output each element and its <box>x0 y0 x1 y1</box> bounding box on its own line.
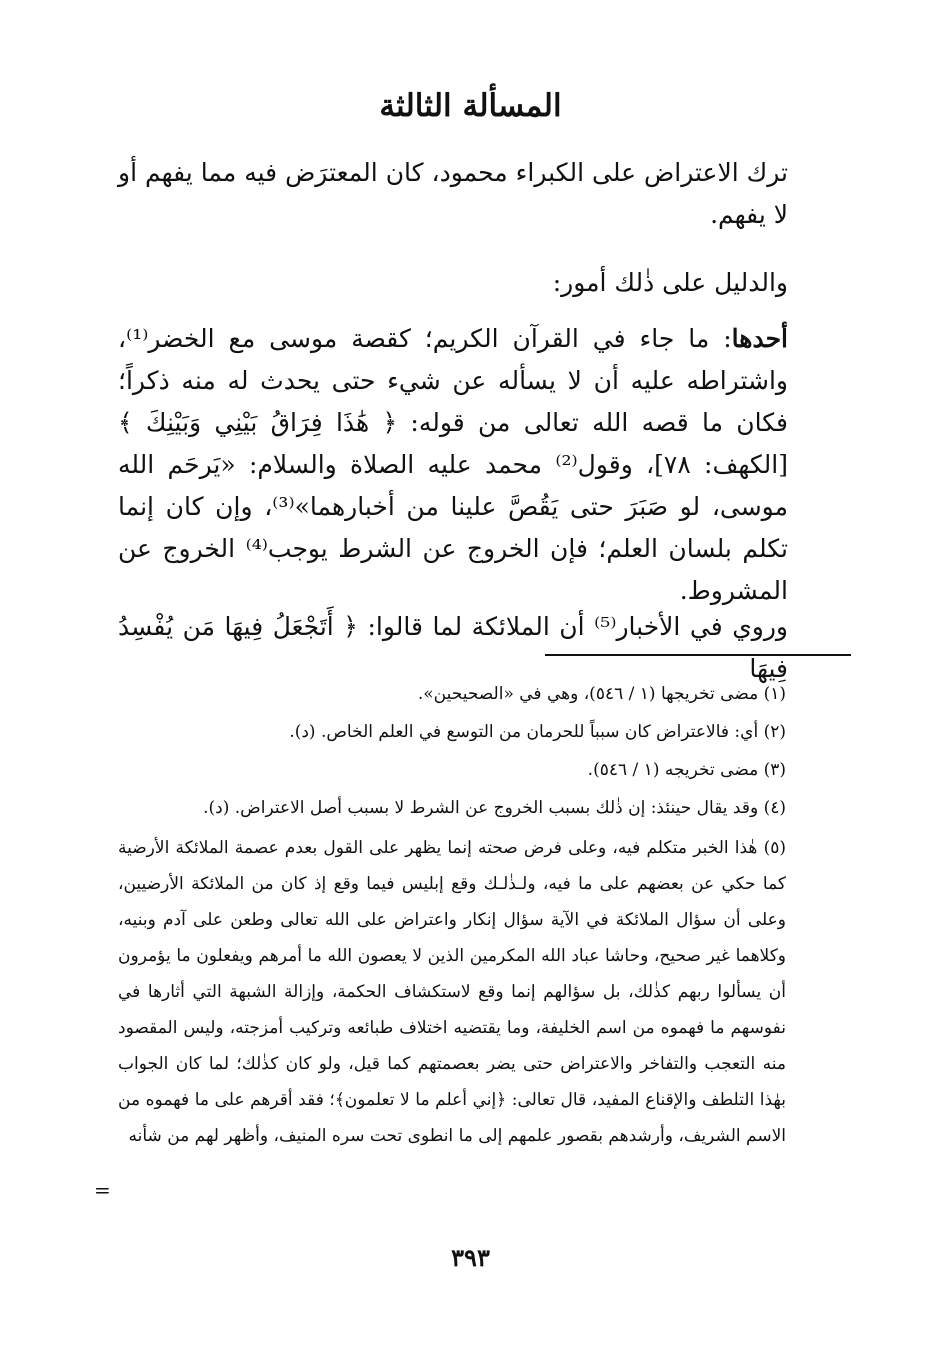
paragraph-intro: ترك الاعتراض على الكبراء محمود، كان المعترَض فيه مما يفهم أو لا يفهم. <box>118 158 788 229</box>
page-number: ٣٩٣ <box>451 1243 490 1272</box>
footnote-3: (٣) مضى تخريجه (١ / ٥٤٦). <box>587 760 786 780</box>
paragraph-angels-narration: وروي في الأخبار⁽⁵⁾ أن الملائكة لما قالوا: ﴿ أَتَجْعَلُ فِيهَا مَن يُفْسِدُ فِيهَا <box>118 612 789 683</box>
paragraph-evidence-intro: والدليل على ذٰلك أمور: <box>552 268 788 297</box>
footnote-5: (٥) هٰذا الخبر متكلم فيه، وعلى فرض صحته إنما يظهر على القول بعدم عصمة الملائكة الأرضية كما حكي عن بعضهم على ما فيه، ولـذٰلـك وقع إبليس فيما وقع إذ كان من الملائكة الأرضيين، وعلى أن سؤال الملائكة في الآية سؤال إنكار واعتراض على الله تعالى وطعن على آدم وبنيه، وكلاهما غير صحيح، وحاشا عباد الله المكرمين الذين لا يعصون الله ما أمرهم ويفعلون ما يؤمرون أن يسألوا ربهم كذٰلك، بل سؤالهم إنما وقع لاستكشاف الحكمة، وإزالة الشبهة التي أثارها في نفوسهم ما فهموه من اسم الخليفة، وما يقتضيه اختلاف طبائعه وتركيب أمزجته، وليس المقصود منه التعجب والتفاخر والاعتراض حتى يضر بعصمتهم كما قيل، ولو كان كذٰلك؛ لما كان الجواب بهٰذا التلطف والإقناع المفيد، قال تعالى: ﴿إني أعلم ما لا تعلمون﴾؛ فقد أقرهم على ما فهموه من الاسم الشريف، وأرشدهم بقصور علمهم إلى ما انطوى تحت سره المنيف، وأظهر لهم من شأنه <box>118 838 786 1146</box>
footnote-4: (٤) وقد يقال حينئذ: إن ذٰلك بسبب الخروج عن الشرط لا بسبب أصل الاعتراض. (د). <box>203 798 786 818</box>
continuation-mark: = <box>94 1178 111 1202</box>
footnote-2: (٢) أي: فالاعتراض كان سبباً للحرمان من التوسع في العلم الخاص. (د). <box>289 722 786 742</box>
first-evidence-lead: أحدها <box>731 324 788 353</box>
section-title: المسألة الثالثة <box>379 88 562 124</box>
first-evidence-text: : ما جاء في القرآن الكريم؛ كقصة موسى مع الخضر⁽¹⁾، واشتراطه عليه أن لا يسأله عن شيء حتى يحدث له منه ذكراً؛ فكان ما قصه الله تعالى من قوله: ﴿ هَٰذَا فِرَاقُ بَيْنِي وَبَيْنِكَ ﴾ [الكهف: ٧٨]، وقول⁽²⁾ محمد عليه الصلاة والسلام: «يَرحَم الله موسى، لو صَبَرَ حتى يَقُصَّ علينا من أخبارهما»⁽³⁾، وإن كان إنما تكلم بلسان العلم؛ فإن الخروج عن الشرط يوجب⁽⁴⁾ الخروج عن المشروط. <box>118 324 789 605</box>
footnote-1: (١) مضى تخريجها (١ / ٥٤٦)، وهي في «الصحيحين». <box>417 684 786 704</box>
footnote-separator <box>545 654 851 656</box>
paragraph-first-evidence <box>118 318 788 612</box>
